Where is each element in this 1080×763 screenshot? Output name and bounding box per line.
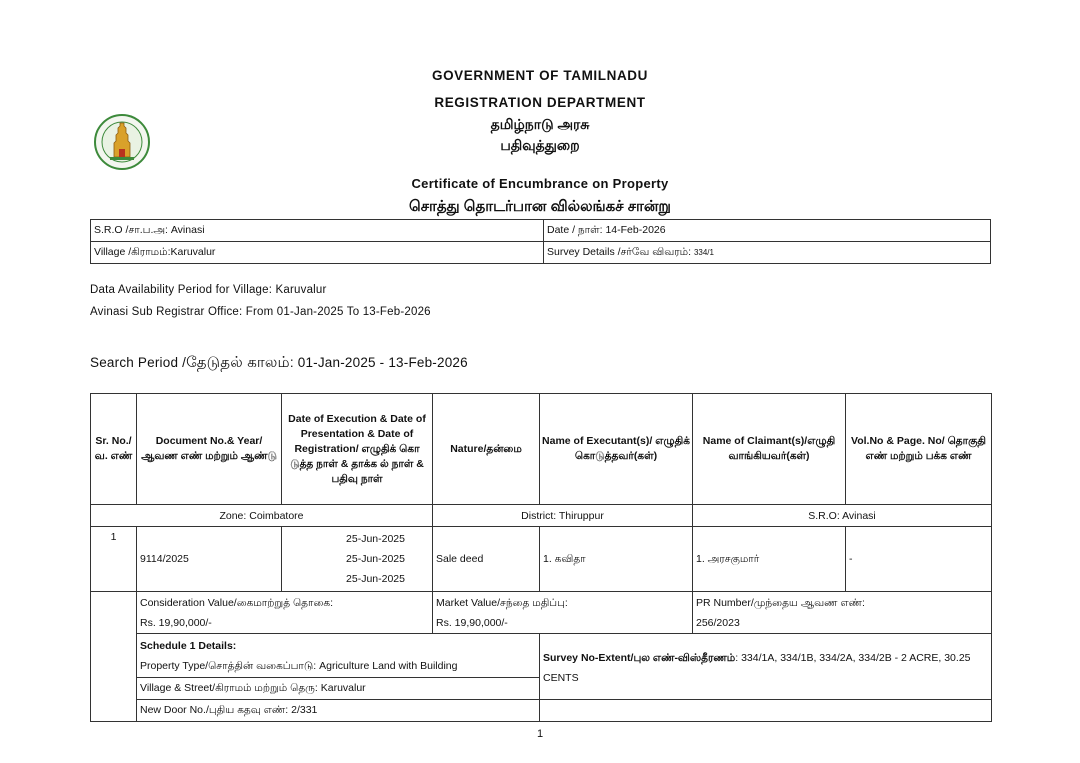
government-title: GOVERNMENT OF TAMILNADU	[431, 68, 649, 83]
entry-nature: Sale deed	[433, 527, 540, 592]
department-title-tamil: பதிவுத்துறை	[500, 137, 580, 153]
pr-number-cell	[693, 592, 992, 634]
date-cell: Date / நாள்: 14-Feb-2026	[544, 220, 991, 242]
pr-number-value: 256/2023	[696, 616, 740, 629]
market-value-label: Market Value/சந்தை மதிப்பு:	[436, 596, 568, 609]
col-claimant: Name of Claimant(s)/எழுதி வாங்கியவர்(கள்)	[693, 394, 846, 505]
entry-executant: 1. கவிதா	[540, 527, 693, 592]
pr-number-label: PR Number/முந்தைய ஆவண எண்:	[696, 596, 865, 609]
presentation-date: 25-Jun-2025	[346, 553, 405, 565]
department-title: REGISTRATION DEPARTMENT	[434, 95, 646, 110]
door-number: New Door No./புதிய கதவு எண்: 2/331	[137, 700, 540, 722]
search-period-label: Search Period /	[90, 355, 187, 370]
availability-period: Data Availability Period for Village: Karuvalur	[90, 284, 327, 296]
entry-sr: 1	[91, 527, 137, 592]
col-document-no: Document No.& Year/ ஆவண எண் மற்றும் ஆண்டு	[137, 394, 282, 505]
page-number: 1	[536, 728, 544, 740]
government-title-tamil: தமிழ்நாடு அரசு	[490, 116, 590, 132]
zone-cell: Zone: Coimbatore	[91, 505, 433, 527]
sro-cell: S.R.O /சா.ப.அ: Avinasi	[91, 220, 544, 242]
office-period: Avinasi Sub Registrar Office: From 01-Jan-2025 To 13-Feb-2026	[90, 306, 431, 318]
survey-extent-label: Survey No-Extent/புல எண்-விஸ்தீரணம்	[543, 652, 736, 664]
certificate-title: Certificate of Encumbrance on Property	[411, 176, 669, 191]
market-value-cell	[433, 592, 693, 634]
survey-details-cell	[544, 242, 991, 264]
entry-document-no: 9114/2025	[137, 527, 282, 592]
info-table	[90, 219, 991, 264]
encumbrance-table	[90, 393, 992, 722]
consideration-cell	[137, 592, 433, 634]
col-vol-page: Vol.No & Page. No/ தொகுதி எண் மற்றும் பக்க எண்	[846, 394, 992, 505]
market-value: Rs. 19,90,000/-	[436, 616, 508, 629]
registration-date: 25-Jun-2025	[346, 573, 405, 585]
village-cell: Village /கிராமம்:Karuvalur	[91, 242, 544, 264]
sro-zone-cell: S.R.O: Avinasi	[693, 505, 992, 527]
property-type: Property Type/சொத்தின் வகைப்பாடு: Agriculture Land with Building	[140, 659, 458, 672]
search-period-label-tamil: தேடுதல் காலம்	[186, 354, 290, 371]
entry-vol-page: -	[846, 527, 992, 592]
col-executant: Name of Executant(s)/ எழுதிக் கொடுத்தவர்(கள்)	[540, 394, 693, 505]
survey-details-label: Survey Details /சர்வே விவரம்:	[547, 246, 694, 258]
col-dates: Date of Execution & Date of Presentation & Date of Registration/ எழுதிக் கொ டுத்த நாள் & தாக்க ல் நாள் & பதிவு நாள்	[282, 394, 433, 505]
village-street: Village & Street/கிராமம் மற்றும் தெரு: Karuvalur	[137, 678, 540, 700]
certificate-title-tamil: சொத்து தொடர்பான வில்லங்கச் சான்று	[409, 198, 671, 215]
consideration-value: Rs. 19,90,000/-	[140, 616, 212, 629]
schedule-title: Schedule 1 Details:	[140, 639, 237, 652]
search-period-value: : 01-Jan-2025 - 13-Feb-2026	[289, 355, 468, 370]
district-cell: District: Thiruppur	[433, 505, 693, 527]
survey-extent-value: : 334/1A, 334/1B, 334/2A, 334/2B - 2 ACRE, 30.25 CENTS	[543, 652, 971, 684]
schedule-cell	[137, 634, 540, 678]
col-sr-no: Sr. No./ வ. எண்	[91, 394, 137, 505]
entry-dates	[282, 527, 433, 592]
consideration-label: Consideration Value/கைமாற்றுத் தொகை:	[140, 596, 334, 609]
entry-claimant: 1. அரசகுமார்	[693, 527, 846, 592]
survey-extent-cell	[540, 634, 992, 700]
survey-details-value: 334/1	[693, 248, 714, 257]
col-nature: Nature/தன்மை	[433, 394, 540, 505]
search-period	[90, 354, 468, 373]
execution-date: 25-Jun-2025	[346, 533, 405, 545]
